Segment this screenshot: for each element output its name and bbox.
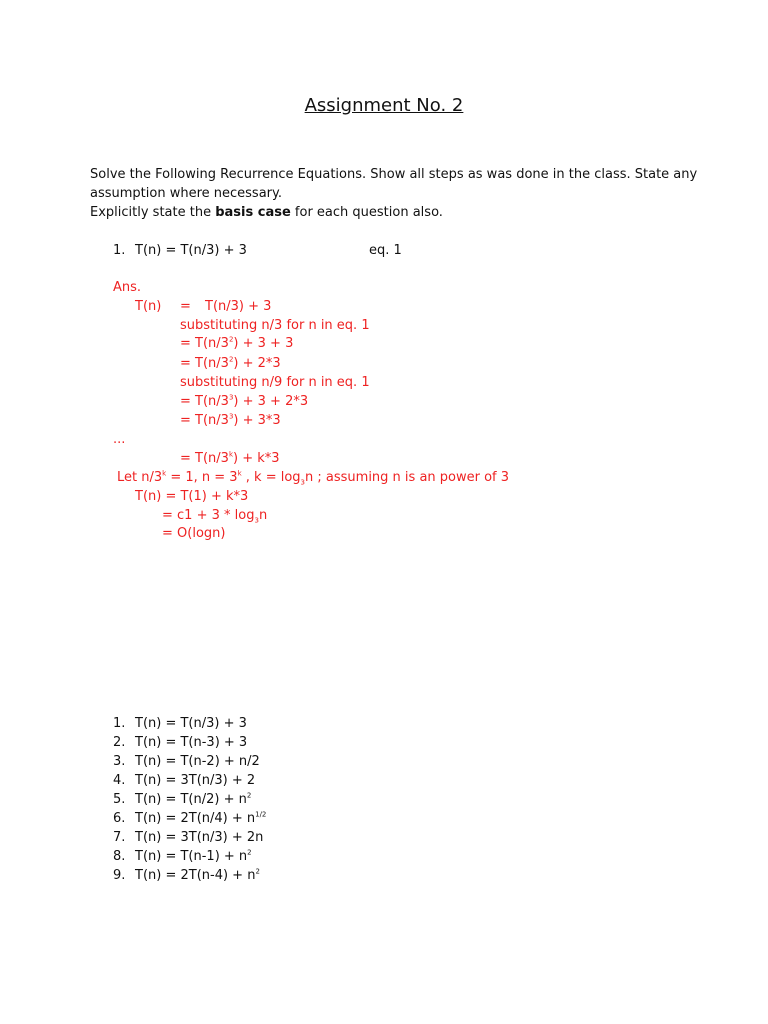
answer-step-3 [180,394,308,410]
step-1-pre: = T(n/3 [180,336,229,351]
instructions-line-2: assumption where necessary. [90,186,282,201]
question-number: 5. [113,792,126,807]
question-1-equation: T(n) = T(n/3) + 3 [135,243,247,258]
question-exponent: 2 [247,848,252,857]
question-equation: T(n) = T(n-3) + 3 [135,735,248,750]
substitution-note-1: substituting n/3 for n in eq. 1 [180,318,370,333]
list-item [113,830,263,846]
step-5-exponent: k [228,450,233,459]
question-number: 7. [113,830,126,845]
t1-line: T(n) = T(1) + k*3 [135,489,249,504]
question-equation: T(n) = T(n/2) + n [135,792,247,807]
list-item [113,716,247,732]
step-5-pre: = T(n/3 [180,451,229,466]
c1-post: n [258,508,268,523]
list-item [113,792,251,808]
let-part-a-exponent: k [162,469,167,478]
step-1-post: ) + 3 + 3 [233,336,294,351]
question-exponent: 2 [246,791,252,800]
instructions-line-3 [90,205,443,221]
let-part-b-exponent: k [237,469,242,478]
question-equation: T(n) = T(n-2) + n/2 [135,754,260,769]
step-4-exponent: 3 [228,412,234,421]
question-1-number: 1. [113,243,126,258]
c1-log-base: 3 [254,516,259,525]
step-4-pre: = T(n/3 [180,413,229,428]
let-assumption-line [117,470,509,486]
question-equation: T(n) = 3T(n/3) + 2 [135,773,256,788]
list-item [113,735,247,751]
page-title: Assignment No. 2 [304,95,464,116]
c1-pre: = c1 + 3 * log [162,508,255,523]
let-part-b: = 1, n = 3 [166,470,238,485]
let-part-a: Let n/3 [117,470,163,485]
answer-first-rhs: T(n/3) + 3 [205,299,272,314]
step-1-exponent: 2 [228,335,234,344]
question-number: 1. [113,716,126,731]
answer-step-5 [180,451,280,467]
list-item [113,754,260,770]
list-item [113,773,255,789]
step-3-pre: = T(n/3 [180,394,229,409]
c1-line [162,508,267,524]
let-part-d: n ; assuming n is an power of 3 [305,470,510,485]
answer-ellipsis: ... [113,432,126,447]
question-exponent: 2 [255,867,260,876]
equation-tag: eq. 1 [369,243,402,258]
question-equation: T(n) = T(n-1) + n [135,849,248,864]
step-2-exponent: 2 [228,355,234,364]
answer-step-1 [180,336,293,352]
question-equation: T(n) = 3T(n/3) + 2n [135,830,264,845]
question-equation: T(n) = 2T(n-4) + n [135,868,256,883]
instructions-line-3-prefix: Explicitly state the [90,205,216,220]
answer-step-2 [180,356,281,372]
step-3-post: ) + 3 + 2*3 [233,394,309,409]
step-3-exponent: 3 [228,393,234,402]
answer-lhs: T(n) [135,299,162,314]
question-number: 8. [113,849,126,864]
question-number: 4. [113,773,126,788]
answer-label: Ans. [113,280,142,295]
question-number: 9. [113,868,126,883]
let-part-c: , k = log [241,470,301,485]
instructions-line-1: Solve the Following Recurrence Equations. Show all steps as was done in the class. State any [90,167,698,182]
step-4-post: ) + 3*3 [233,413,281,428]
list-item [113,849,252,865]
question-number: 3. [113,754,126,769]
list-item [113,811,266,827]
question-equation: T(n) = 2T(n/4) + n [135,811,256,826]
list-item [113,868,260,884]
instructions-line-3-suffix: for each question also. [290,205,443,220]
substitution-note-2: substituting n/9 for n in eq. 1 [180,375,370,390]
step-2-pre: = T(n/3 [180,356,229,371]
question-equation: T(n) = T(n/3) + 3 [135,716,247,731]
answer-step-4 [180,413,281,429]
log-base: 3 [300,478,306,487]
big-o-result: = O(logn) [162,526,226,541]
question-number: 2. [113,735,126,750]
question-number: 6. [113,811,126,826]
basis-case-emphasis: basis case [215,205,291,220]
question-exponent: 1/2 [255,810,267,819]
answer-equals: = [180,299,191,314]
step-2-post: ) + 2*3 [233,356,281,371]
step-5-post: ) + k*3 [233,451,280,466]
question-1-header [113,243,247,259]
